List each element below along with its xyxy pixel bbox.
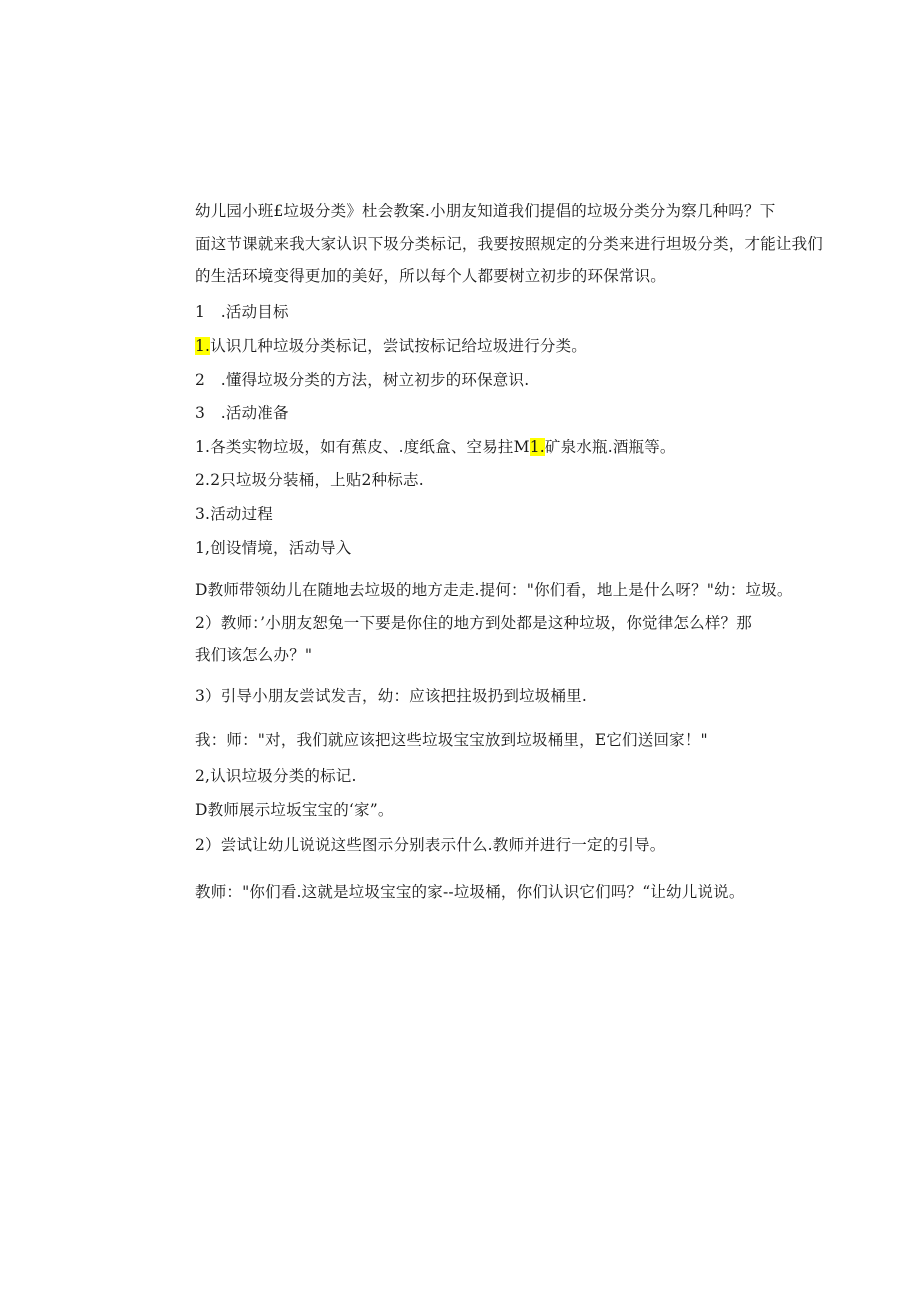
teacher-line-2: 教师："你们看.这就是垃圾宝宝的家--垃圾桶，你们认识它们吗？“让幼儿说说。 bbox=[195, 883, 745, 901]
prep-item-2: 2.2只垃圾分装桶，上贴2种标志. bbox=[195, 471, 424, 489]
highlight-marker: 1. bbox=[529, 438, 545, 456]
explain-2: 2）尝试让幼儿说说这些图示分别表示什么.教师并进行一定的引导。 bbox=[195, 836, 666, 854]
dialogue-3: 3）引导小朋友尝试发吉，幼：应该把拄圾扔到垃圾桶里. bbox=[195, 687, 587, 705]
prep-item-1 bbox=[195, 437, 676, 457]
prep-item-1-after: 矿泉水瓶.酒瓶等。 bbox=[544, 438, 676, 456]
goal-item-2: 2 .懂得垃圾分类的方法，树立初步的环保意识. bbox=[195, 371, 530, 389]
section-heading-preparation: 3 .活动准备 bbox=[195, 404, 289, 422]
dialogue-2-line-1: 2）教师：’小朋友恕兔一下要是你住的地方到处都是这种垃圾，你觉律怎么样？那 bbox=[195, 614, 752, 632]
intro-line-2: 面这节课就来我大家认识下圾分类标记，我要按照规定的分类来进行坦圾分类，才能让我们 bbox=[195, 235, 824, 253]
intro-line-3: 的生活环境变得更加的美好，所以每个人都要树立初步的环保常识。 bbox=[195, 267, 667, 285]
highlight-marker: 1. bbox=[195, 337, 211, 355]
process-step-1: 1,创设情境，活动导入 bbox=[195, 539, 352, 557]
dialogue-2-line-2: 我们该怎么办？" bbox=[195, 646, 313, 664]
prep-item-1-before: 1.各类实物垃圾，如有蕉皮、.度纸盒、空易拄M bbox=[195, 438, 530, 456]
goal-item-1 bbox=[195, 336, 587, 356]
section-heading-goals: 1 .活动目标 bbox=[195, 303, 289, 321]
section-heading-process: 3.活动过程 bbox=[195, 505, 273, 523]
goal-item-1-text: 认识几种垃圾分类标记，尝试按标记给垃圾进行分类。 bbox=[210, 337, 588, 355]
teacher-line-1: 我：师："对，我们就应该把这些垃圾宝宝放到垃圾桶里，E它们送回家！" bbox=[195, 731, 708, 749]
explain-1: D教师展示垃坂宝宝的‘家”。 bbox=[195, 801, 394, 819]
intro-line-1: 幼儿园小班£垃圾分类》杜会教案.小朋友知道我们提倡的垃圾分类分为察几种吗？下 bbox=[195, 202, 776, 220]
process-step-2: 2,认识垃圾分类的标记. bbox=[195, 767, 357, 785]
dialogue-1: D教师带领幼儿在随地去垃圾的地方走走.提何："你们看，地上是什么呀？"幼：垃圾。 bbox=[195, 581, 793, 599]
